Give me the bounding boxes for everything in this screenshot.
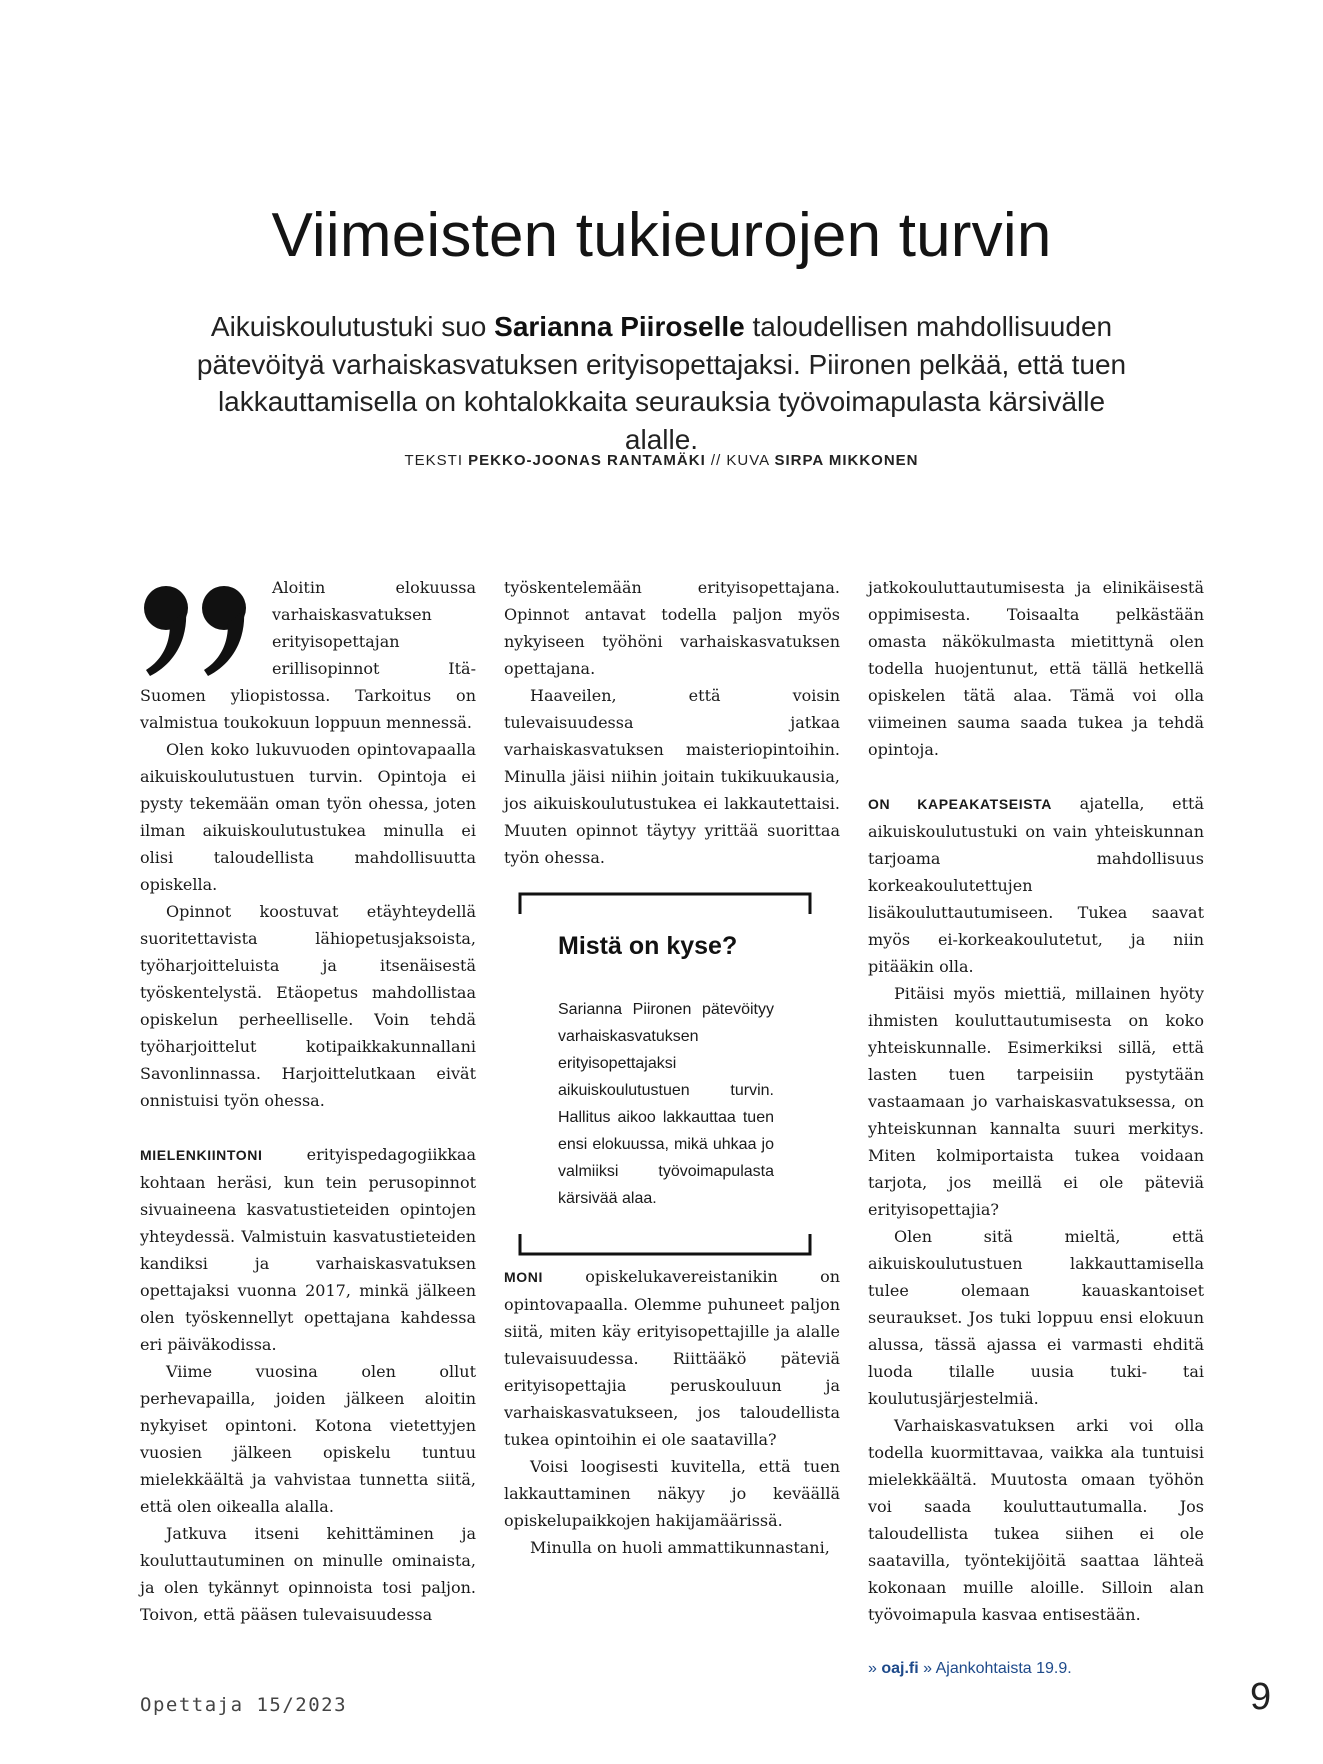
link-site: oaj.fi <box>881 1660 919 1677</box>
column3-paragraph-2-text: ajatella, että aikuiskoulutustuki on vain yhteiskunnan tarjoama mahdollisuus korkeakoulutettujen lisäkouluttautumiseen. Tukea saavat myös ei-korkeakoulutetut, ja niin pitääkin olla. <box>868 794 1205 976</box>
link-suffix: » Ajankohtaista 19.9. <box>918 1660 1072 1677</box>
fact-box <box>518 892 812 1256</box>
column1-paragraph-5: Viime vuosina olen ollut perhevapailla, joiden jälkeen aloitin nykyiset opintoni. Kotona vietettyjen vuosien jälkeen opiskelu tuntuu mielekkäältä ja vahvistaa tunnetta siitä, että olen oikealla alalla. <box>140 1362 476 1516</box>
fact-box-title: Mistä on kyse? <box>558 932 738 960</box>
column2-paragraph-3-text: opiskelukavereistanikin on opintovapaalla. Olemme puhuneet paljon siitä, miten käy erityisopettajille ja alalle tulevaisuudessa. Riittääkö päteviä erityisopettajia peruskouluun ja varhaiskasvatukseen, jos taloudellista tukea opintoihin ei ole saatavilla? <box>504 1267 840 1449</box>
quotation-mark-icon <box>140 580 258 680</box>
column3-keyword: ON KAPEAKATSEISTA <box>868 796 1052 812</box>
lead-after: taloudellisen mahdollisuuden pätevöityä varhaiskasvatuksen erityisopettajaksi. Piironen pelkää, että tuen lakkauttamisella on kohtalokkaita seurauksia työvoimapulasta kärsivälle alalle. <box>196 311 1127 455</box>
publication-footer: Opettaja 15/2023 <box>140 1694 348 1716</box>
column2-paragraph-5: Minulla on huoli ammattikunnastani, <box>530 1538 830 1557</box>
column3-paragraph-2 <box>868 790 1204 980</box>
column2-paragraph-4: Voisi loogisesti kuvitella, että tuen lakkauttaminen näkyy jo keväällä opiskelupaikkojen hakijamäärissä. <box>504 1457 840 1530</box>
column-1 <box>140 574 476 1628</box>
article-lead <box>190 308 1133 458</box>
column2-paragraph-2: Haaveilen, että voisin tulevaisuudessa jatkaa varhaiskasvatuksen maisteriopintoihin. Minulla jäisi niihin joitain tukikuukausia, jos aikuiskoulutustukea ei lakkautettaisi. Muuten opinnot täytyy yrittää suorittaa työn ohessa. <box>504 686 840 867</box>
column1-paragraph-2: Olen koko lukuvuoden opintovapaalla aikuiskoulutustuen turvin. Opintoja ei pysty tekemään oman työn ohessa, joten ilman aikuiskoulutustukea minulla ei olisi taloudellista mahdollisuutta opiskella. <box>140 740 476 894</box>
article-title: Viimeisten tukieurojen turvin <box>271 201 1052 270</box>
lead-name: Sarianna Piiroselle <box>494 311 745 342</box>
column-3 <box>868 574 1204 1682</box>
page-number: 9 <box>1250 1676 1272 1718</box>
column2-keyword: MONI <box>504 1269 543 1285</box>
credits-author: PEKKO-JOONAS RANTAMÄKI <box>468 452 706 469</box>
column3-paragraph-4: Olen sitä mieltä, että aikuiskoulutustuen lakkauttamisella tulee olemaan kauaskantoiset seuraukset. Jos tuki loppuu ensi elokuun alussa, tässä ajassa ei varmasti ehditä luoda tilalle uusia tuki- tai koulutusjärjestelmiä. <box>868 1227 1204 1408</box>
credits-text-label: TEKSTI <box>404 452 469 469</box>
related-link[interactable] <box>868 1655 1204 1682</box>
credits-separator: // KUVA <box>705 452 775 469</box>
column1-paragraph-3: Opinnot koostuvat etäyhteydellä suoritettavista lähiopetusjaksoista, työharjoitteluista ja itsenäisestä työskentelystä. Etäopetus mahdollistaa opiskelun perheelliselle. Voin tehdä työharjoittelut kotipaikkakunnallani Savonlinnassa. Harjoittelutkaan eivät onnistuisi työn ohessa. <box>140 902 476 1110</box>
column2-paragraph-1: työskentelemään erityisopettajana. Opinnot antavat todella paljon myös nykyiseen työhöni varhaiskasvatuksen opettajana. <box>504 578 840 678</box>
column1-paragraph-6: Jatkuva itseni kehittäminen ja kouluttautuminen on minulle ominaista, ja olen tykännyt opinnoista tosi paljon. Toivon, että pääsen tulevaisuudessa <box>140 1524 476 1624</box>
column3-paragraph-5: Varhaiskasvatuksen arki voi olla todella kuormittavaa, vaikka ala tuntuisi mielekkäältä. Muutosta omaan työhön voi saada kouluttautumalla. Jos taloudellista tukea siihen ei ole saatavilla, työntekijöitä saattaa lähteä kokonaan muille aloille. Silloin alan työvoimapula kasvaa entisestään. <box>868 1416 1204 1624</box>
fact-box-text: Sarianna Piironen pätevöityy varhaiskasvatuksen erityisopettajaksi aikuiskoulutustuen turvin. Hallitus aikoo lakkauttaa tuen ensi elokuussa, mikä uhkaa jo valmiiksi työvoimapulasta kärsivää alaa. <box>558 1001 774 1207</box>
column1-paragraph-4 <box>140 1141 476 1358</box>
column1-paragraph-4-text: erityispedagogiikkaa kohtaan heräsi, kun tein perusopinnot sivuaineena kasvatustieteiden opintojen yhteydessä. Valmistuin kasvatustieteiden kandiksi ja varhaiskasvatuksen opettajaksi vuonna 2017, minkä jälkeen olen työskennellyt opettajana kahdessa eri päiväkodissa. <box>140 1145 476 1354</box>
link-prefix: » <box>868 1660 882 1677</box>
column2-paragraph-3 <box>504 1263 840 1453</box>
credits-photographer: SIRPA MIKKONEN <box>774 452 919 469</box>
column3-paragraph-1: jatkokouluttautumisesta ja elinikäisestä oppimisesta. Toisaalta pelkästään omasta näkökulmasta mietittynä olen todella huojentunut, että tällä hetkellä opiskelen tätä alaa. Tämä voi olla viimeinen sauma saada tukea ja tehdä opintoja. <box>868 578 1204 759</box>
article-credits <box>0 452 1323 469</box>
column3-paragraph-3: Pitäisi myös miettiä, millainen hyöty ihmisten kouluttautumisesta on koko yhteiskunnalle. Esimerkiksi sillä, että lasten tuen tarpeisiin pystytään vastaamaan jo varhaiskasvatuksessa, on yhteiskunnan kannalta suuri merkitys. Miten kolmiportaista tukea voidaan tarjota, jos meillä ei ole päteviä erityisopettajia? <box>868 984 1204 1219</box>
column1-paragraph-1: Aloitin elokuussa varhaiskasvatuksen erityisopettajan erillisopinnot Itä-Suomen yliopistossa. Tarkoitus on valmistua toukokuun loppuun mennessä. <box>140 578 476 732</box>
column1-keyword: MIELENKIINTONI <box>140 1147 263 1163</box>
lead-before: Aikuiskoulutustuki suo <box>210 311 495 342</box>
